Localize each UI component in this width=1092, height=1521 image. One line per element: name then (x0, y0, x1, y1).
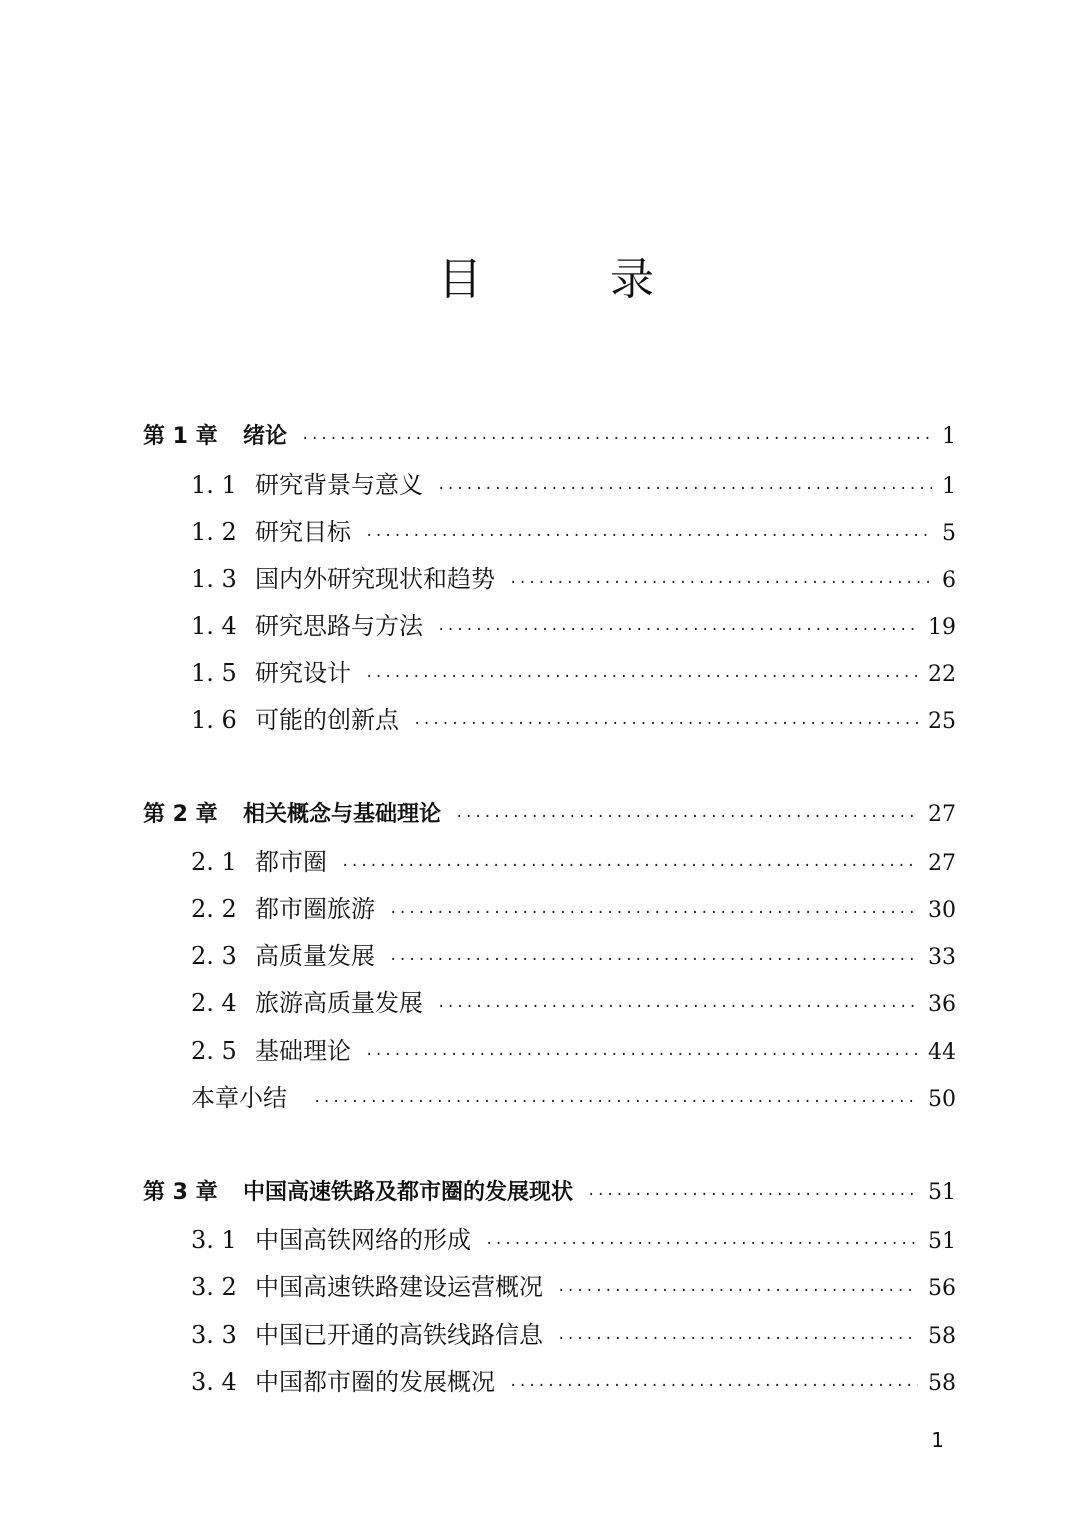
toc-label: 高质量发展 (255, 942, 375, 970)
toc-page-number: 56 (928, 1276, 956, 1301)
toc-section-2-5[interactable] (191, 1034, 956, 1068)
toc-page-number: 30 (928, 898, 956, 923)
toc-page-number: 5 (942, 521, 956, 546)
toc-section-2-4[interactable] (191, 986, 956, 1020)
toc-label: 基础理论 (255, 1037, 351, 1065)
toc-number: 3. 1 (191, 1226, 237, 1254)
toc-page-number: 22 (928, 662, 956, 687)
toc-label: 都市圈 (255, 848, 327, 876)
toc-label: 绪论 (243, 424, 288, 449)
toc-number: 1. 6 (191, 706, 237, 734)
toc-number: 第 2 章 (143, 802, 218, 827)
toc-section-1-5[interactable] (191, 656, 956, 690)
page-title: 目 录 (438, 254, 696, 305)
toc-label: 都市圈旅游 (255, 895, 375, 923)
toc-leader-dots (341, 849, 918, 883)
toc-leader-dots (389, 896, 918, 930)
toc-number: 第 3 章 (143, 1180, 218, 1205)
toc-number: 1. 5 (191, 659, 237, 687)
toc-page-number: 51 (928, 1229, 956, 1254)
toc-section-1-6[interactable] (191, 703, 956, 737)
toc-label: 旅游高质量发展 (255, 989, 423, 1017)
footer-page-number: 1 (931, 1428, 944, 1452)
toc-leader-dots (365, 1038, 918, 1072)
toc-page-number: 58 (928, 1324, 956, 1349)
toc-label: 研究目标 (255, 518, 351, 546)
toc-number: 1. 4 (191, 612, 237, 640)
toc-label: 国内外研究现状和趋势 (255, 565, 495, 593)
toc-section-3-3[interactable] (191, 1318, 956, 1352)
toc-page-number: 50 (928, 1087, 956, 1112)
toc-page-number: 33 (928, 945, 956, 970)
toc-section-2-2[interactable] (191, 892, 956, 926)
toc-section-3-4[interactable] (191, 1365, 956, 1399)
toc-number: 第 1 章 (143, 424, 218, 449)
toc-section-summary[interactable] (191, 1081, 956, 1115)
toc-chapter-1[interactable] (143, 420, 956, 454)
toc-number: 1. 3 (191, 565, 237, 593)
toc-label: 中国高速铁路及都市圈的发展现状 (243, 1180, 574, 1205)
toc-leader-dots (365, 519, 932, 553)
toc-leader-dots (509, 566, 932, 600)
toc-leader-dots (413, 707, 918, 741)
toc-number: 3. 2 (191, 1273, 237, 1301)
toc-label: 可能的创新点 (255, 706, 399, 734)
toc-page-number: 1 (942, 424, 956, 449)
toc-number: 2. 2 (191, 895, 237, 923)
toc-leader-dots (389, 943, 918, 977)
toc-leader-dots (509, 1369, 918, 1403)
toc-section-1-4[interactable] (191, 609, 956, 643)
toc-leader-dots (301, 422, 932, 456)
toc-label: 研究思路与方法 (255, 612, 423, 640)
toc-number: 1. 1 (191, 471, 237, 499)
toc-leader-dots (437, 472, 932, 506)
toc-page-number: 6 (942, 568, 956, 593)
toc-number: 2. 5 (191, 1037, 237, 1065)
toc-number: 2. 1 (191, 848, 237, 876)
toc-section-2-1[interactable] (191, 845, 956, 879)
toc-leader-dots (557, 1322, 918, 1356)
toc-leader-dots (313, 1085, 918, 1119)
toc-leader-dots (557, 1274, 918, 1308)
toc-page-number: 27 (928, 851, 956, 876)
toc-page-number: 27 (928, 802, 956, 827)
toc-leader-dots (485, 1227, 918, 1261)
toc-section-3-2[interactable] (191, 1270, 956, 1304)
toc-section-1-2[interactable] (191, 515, 956, 549)
toc-section-1-3[interactable] (191, 562, 956, 596)
toc-chapter-2[interactable] (143, 798, 956, 832)
toc-leader-dots (587, 1178, 918, 1212)
toc-label: 研究设计 (255, 659, 351, 687)
toc-page-number: 51 (928, 1180, 956, 1205)
toc-label: 中国已开通的高铁线路信息 (255, 1321, 543, 1349)
toc-number: 3. 4 (191, 1368, 237, 1396)
toc-page-number: 36 (928, 992, 956, 1017)
toc-page-number: 58 (928, 1371, 956, 1396)
toc-page-number: 44 (928, 1040, 956, 1065)
toc-leader-dots (455, 800, 918, 834)
toc-number: 2. 3 (191, 942, 237, 970)
toc-section-3-1[interactable] (191, 1223, 956, 1257)
toc-section-2-3[interactable] (191, 939, 956, 973)
toc-label: 中国都市圈的发展概况 (255, 1368, 495, 1396)
toc-page-number: 19 (928, 615, 956, 640)
toc-leader-dots (437, 990, 918, 1024)
toc-label: 相关概念与基础理论 (243, 802, 442, 827)
toc-chapter-3[interactable] (143, 1176, 956, 1210)
toc-number: 1. 2 (191, 518, 237, 546)
toc-section-1-1[interactable] (191, 468, 956, 502)
toc-leader-dots (437, 613, 918, 647)
toc-page-number: 1 (942, 474, 956, 499)
toc-label: 中国高速铁路建设运营概况 (255, 1273, 543, 1301)
toc-number: 3. 3 (191, 1321, 237, 1349)
toc-label: 本章小结 (191, 1084, 287, 1112)
toc-number: 2. 4 (191, 989, 237, 1017)
toc-label: 研究背景与意义 (255, 471, 423, 499)
toc-leader-dots (365, 660, 918, 694)
toc-label: 中国高铁网络的形成 (255, 1226, 471, 1254)
toc-page-number: 25 (928, 709, 956, 734)
